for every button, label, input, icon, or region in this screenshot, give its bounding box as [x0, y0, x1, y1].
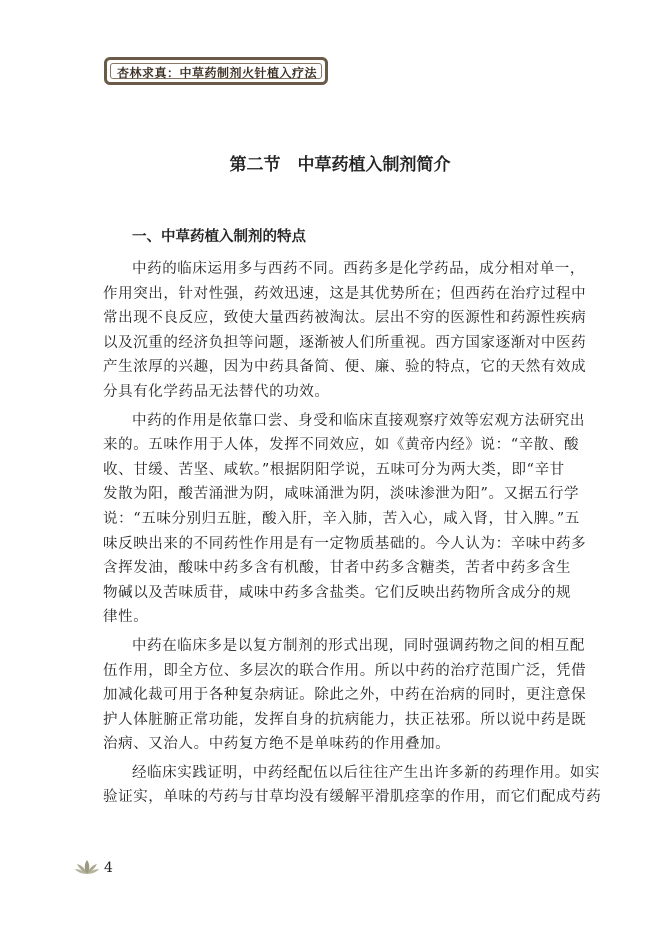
text-line: 收、甘缓、苦坚、咸软。”根据阴阳学说，五味可分为两大类，即“辛甘	[103, 461, 565, 478]
text-line: 律性。	[103, 609, 149, 626]
paragraph-4	[103, 761, 602, 810]
text-line: 验证实，单味的芍药与甘草均没有缓解平滑肌痉挛的作用，而它们配成芍药	[103, 789, 602, 806]
text-line: 分具有化学药品无法替代的功效。	[103, 383, 330, 400]
running-header	[104, 57, 328, 85]
text-line: 作用突出，针对性强，药效迅速，这是其优势所在；但西药在治疗过程中	[103, 285, 587, 302]
chapter-title: 第二节 中草药植入制剂简介	[229, 155, 451, 175]
text-line: 加减化裁可用于各种复杂病证。除此之外，中药在治病的同时，更注意保	[103, 687, 587, 704]
text-line: 产生浓厚的兴趣，因为中药具备简、便、廉、验的特点，它的天然有效成	[103, 359, 587, 376]
text-line: 说：“五味分别归五脏，酸入肝，辛入肺，苦入心，咸入肾，甘入脾。”五	[103, 510, 580, 527]
paragraph-1	[103, 257, 587, 405]
lotus-icon	[74, 858, 100, 878]
text-line: 发散为阳，酸苦涌泄为阴，咸味涌泄为阴，淡味渗泄为阳”。又据五行学	[103, 486, 580, 503]
paragraph-2	[103, 409, 587, 630]
page-number: 4	[104, 860, 113, 876]
text-line: 经临床实践证明，中药经配伍以后往往产生出许多新的药理作用。如实	[132, 764, 601, 781]
section-heading: 一、中草药植入制剂的特点	[132, 228, 306, 245]
text-line: 以及沉重的经济负担等问题，逐渐被人们所重视。西方国家逐渐对中医药	[103, 334, 587, 351]
paragraph-3	[103, 634, 587, 757]
body-text	[103, 257, 602, 814]
text-line: 护人体脏腑正常功能，发挥自身的抗病能力，扶正祛邪。所以说中药是既	[103, 711, 587, 728]
text-line: 物碱以及苦味质苷，咸味中药多含盐类。它们反映出药物所含成分的规	[103, 584, 572, 601]
text-line: 伍作用，即全方位、多层次的联合作用。所以中药的治疗范围广泛，凭借	[103, 662, 587, 679]
text-line: 中药的临床运用多与西药不同。西药多是化学药品，成分相对单一，	[132, 261, 585, 277]
text-line: 来的。五味作用于人体，发挥不同效应，如《黄帝内经》说：“辛散、酸	[103, 437, 580, 454]
text-line: 味反映出来的不同药性作用是有一定物质基础的。今人认为：辛味中药多	[103, 535, 587, 552]
text-line: 治病、又治人。中药复方绝不是单味药的作用叠加。	[103, 736, 451, 753]
text-line: 含挥发油，酸味中药多含有机酸，甘者中药多含糖类，苦者中药多含生	[103, 560, 572, 577]
text-line: 中药的作用是依靠口尝、身受和临床直接观察疗效等宏观方法研究出	[132, 412, 585, 429]
text-line: 常出现不良反应，致使大量西药被淘汰。层出不穷的医源性和药源性疾病	[103, 310, 587, 327]
text-line: 中药在临床多是以复方制剂的形式出现，同时强调药物之间的相互配	[132, 637, 585, 654]
header-title: 杏林求真：中草药制剂火针植入疗法	[117, 66, 318, 80]
